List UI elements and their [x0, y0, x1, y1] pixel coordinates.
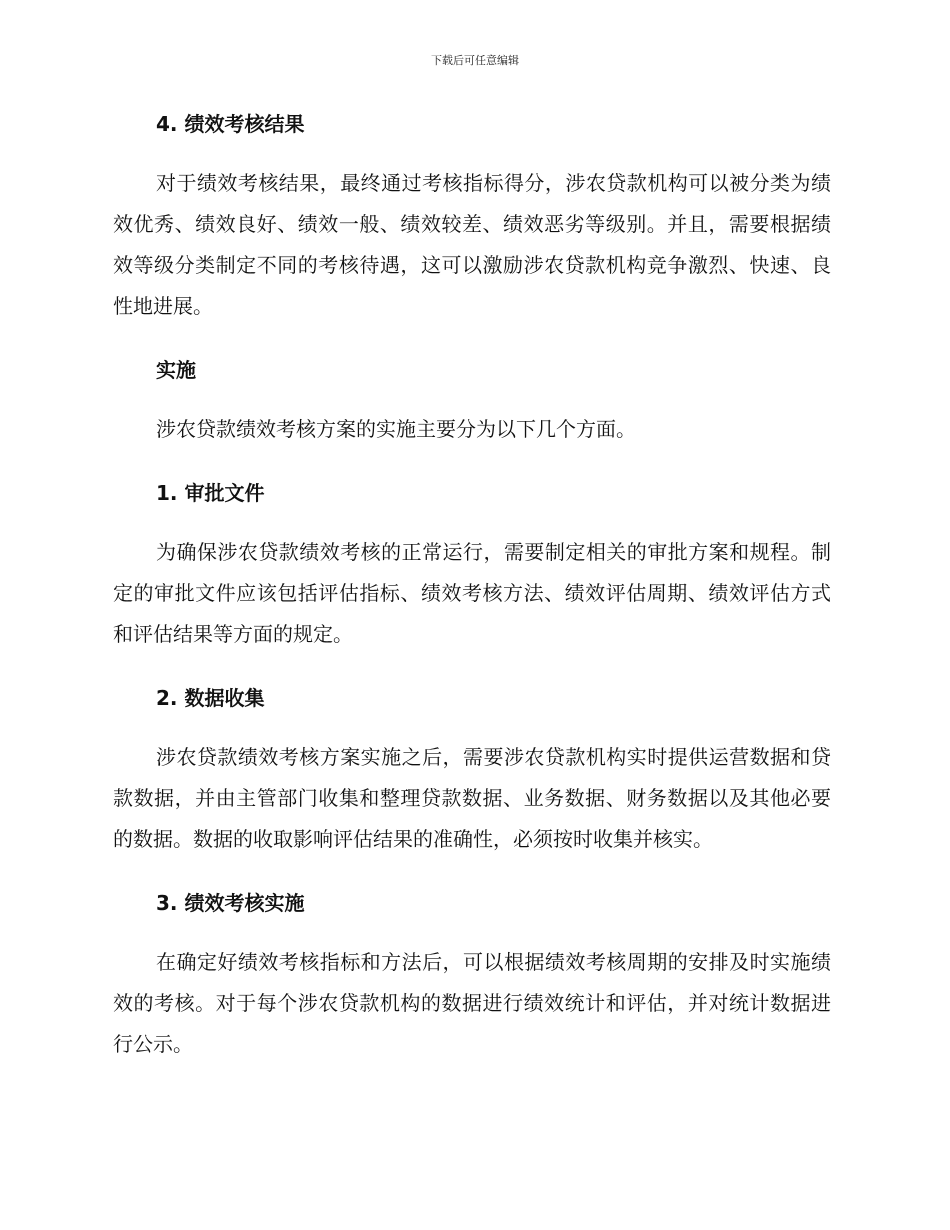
section-heading: 实施	[156, 358, 196, 382]
paragraph: 涉农贷款绩效考核方案实施之后，需要涉农贷款机构实时提供运营数据和贷款数据，并由主管部门收集和整理贷款数据、业务数据、财务数据以及其他必要的数据。数据的收取影响评估结果的准确性，必须按时收集并核实。	[113, 745, 831, 851]
page-header: 下载后可任意编辑	[431, 54, 519, 67]
section-heading: 4. 绩效考核结果	[156, 112, 305, 136]
section-data-collection	[113, 682, 831, 887]
section-heading: 3. 绩效考核实施	[156, 891, 305, 915]
section-performance-implementation	[113, 887, 831, 1065]
section-implementation	[113, 354, 831, 477]
paragraph: 对于绩效考核结果，最终通过考核指标得分，涉农贷款机构可以被分类为绩效优秀、绩效良好、绩效一般、绩效较差、绩效恶劣等级别。并且，需要根据绩效等级分类制定不同的考核待遇，这可以激励涉农贷款机构竞争激烈、快速、良性地进展。	[113, 171, 831, 318]
paragraph: 为确保涉农贷款绩效考核的正常运行，需要制定相关的审批方案和规程。制定的审批文件应该包括评估指标、绩效考核方法、绩效评估周期、绩效评估方式和评估结果等方面的规定。	[113, 540, 831, 646]
section-approval-documents	[113, 477, 831, 682]
paragraph: 在确定好绩效考核指标和方法后，可以根据绩效考核周期的安排及时实施绩效的考核。对于每个涉农贷款机构的数据进行绩效统计和评估，并对统计数据进行公示。	[113, 950, 831, 1056]
paragraph: 涉农贷款绩效考核方案的实施主要分为以下几个方面。	[156, 417, 636, 441]
section-heading: 1. 审批文件	[156, 481, 265, 505]
section-performance-results	[113, 108, 831, 354]
document-body	[113, 108, 831, 1065]
section-heading: 2. 数据收集	[156, 686, 265, 710]
